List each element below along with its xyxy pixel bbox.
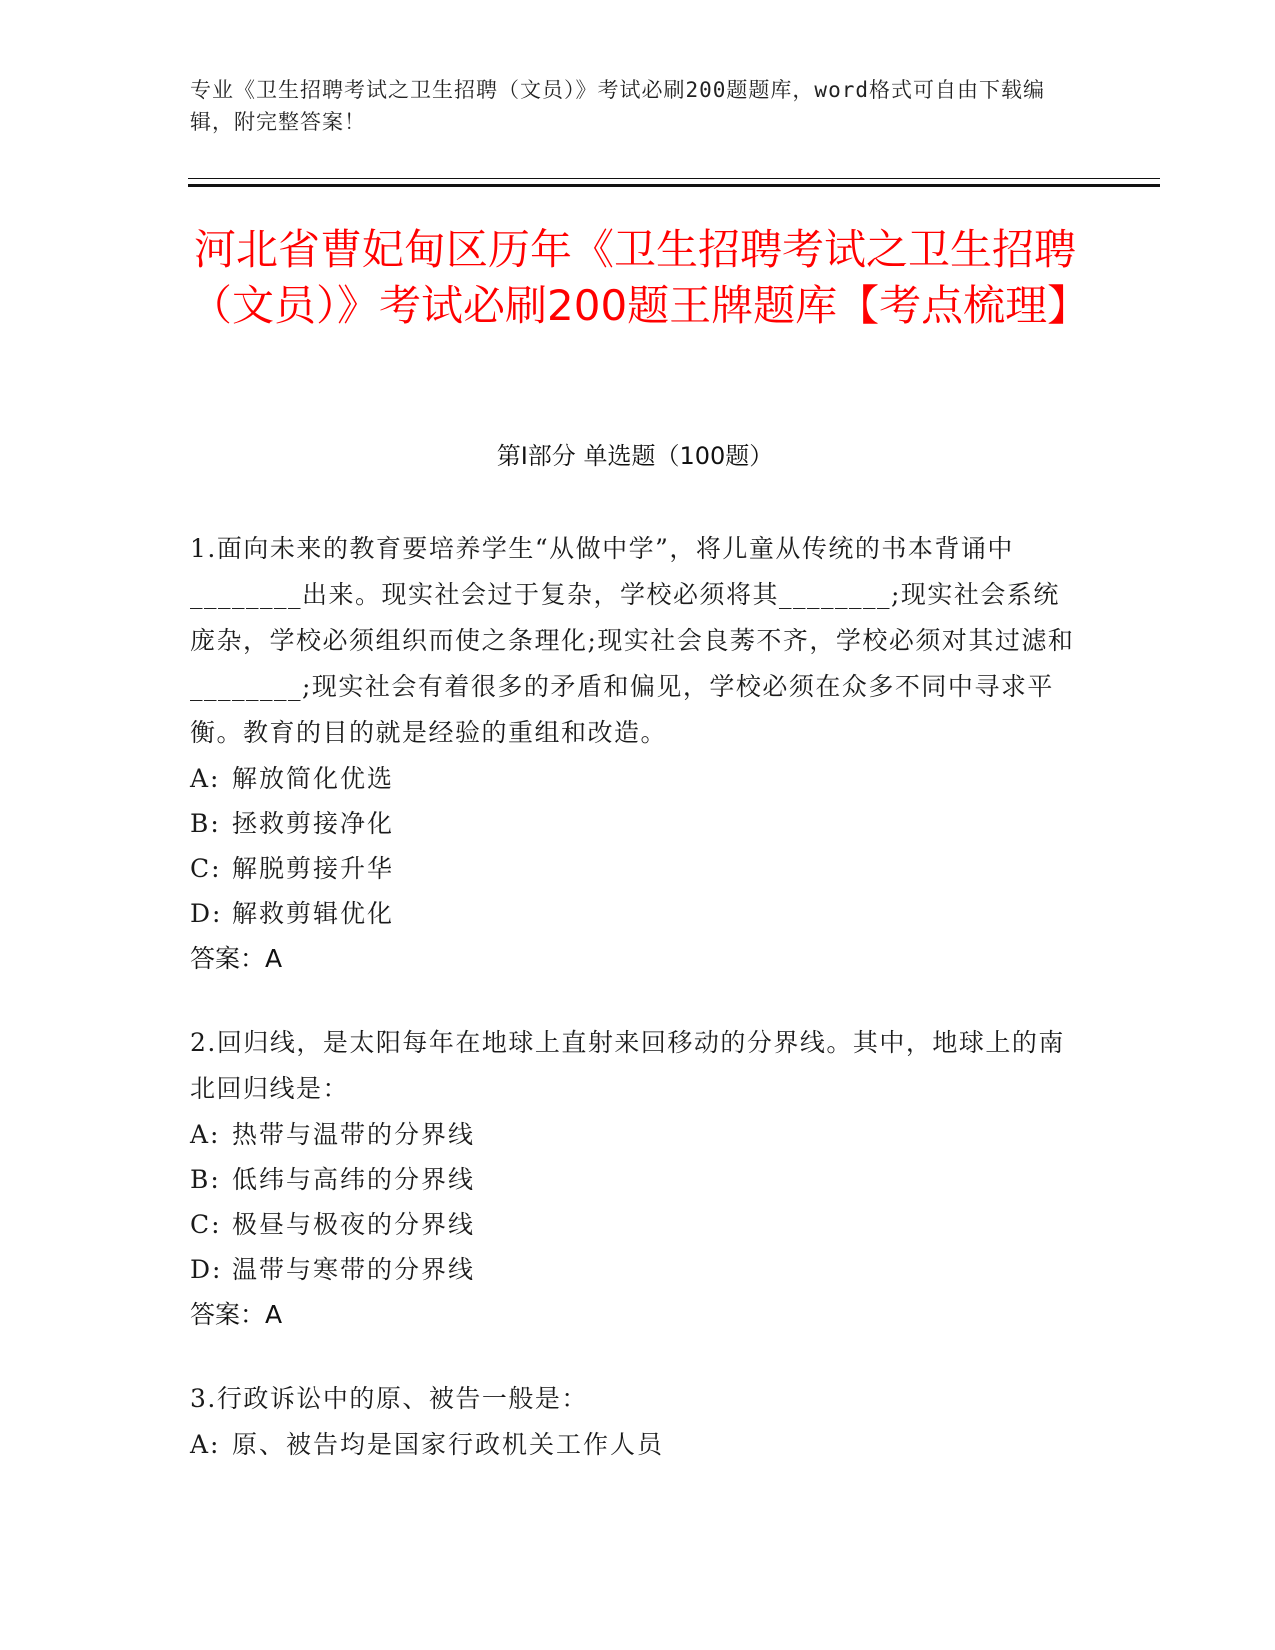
option-b [190,1157,1075,1202]
option-key: C: [190,854,222,883]
answer-line: 答案：A [190,944,283,973]
option-d [190,1247,1075,1292]
option-key: B: [190,1165,221,1194]
question-2 [190,1020,1075,1338]
option-key: A: [190,1120,221,1149]
option-text: 极昼与极夜的分界线 [232,1210,476,1239]
option-a [190,1422,1075,1467]
option-text: 解脱剪接升华 [232,854,395,883]
question-list [190,526,1075,1505]
option-c [190,846,1075,891]
option-text: 拯救剪接净化 [232,809,395,838]
option-key: B: [190,809,221,838]
option-text: 解救剪辑优化 [232,899,395,928]
question-3 [190,1376,1075,1467]
header-divider-thin [188,178,1160,179]
option-key: A: [190,764,221,793]
option-key: C: [190,1210,222,1239]
option-d [190,891,1075,936]
option-b [190,801,1075,846]
question-stem: 2.回归线，是太阳每年在地球上直射来回移动的分界线。其中，地球上的南北回归线是： [190,1028,1065,1103]
document-title: 河北省曹妃甸区历年《卫生招聘考试之卫生招聘（文员）》考试必刷200题王牌题库【考点梳理】 [190,225,1090,330]
option-key: D: [190,1255,223,1284]
option-text: 原、被告均是国家行政机关工作人员 [232,1430,665,1459]
option-text: 热带与温带的分界线 [232,1120,476,1149]
option-key: A: [190,1430,221,1459]
answer-line: 答案：A [190,1300,283,1329]
option-text: 低纬与高纬的分界线 [232,1165,476,1194]
question-stem: 3.行政诉讼中的原、被告一般是： [190,1384,588,1413]
option-a [190,756,1075,801]
option-text: 温带与寒带的分界线 [232,1255,476,1284]
header-note: 专业《卫生招聘考试之卫生招聘（文员）》考试必刷200题题库，word格式可自由下载编辑，附完整答案！ [190,78,1045,134]
question-1 [190,526,1075,982]
section-heading: 第Ⅰ部分 单选题（100题） [496,442,774,470]
header-divider-thick [188,184,1160,187]
option-a [190,1112,1075,1157]
option-text: 解放简化优选 [232,764,395,793]
question-stem: 1.面向未来的教育要培养学生“从做中学”，将儿童从传统的书本背诵中________出来。现实社会过于复杂，学校必须将其________;现实社会系统庞杂，学校必须组织而使之条理化;现实社会良莠不齐，学校必须对其过滤和________;现实社会有着很多的矛盾和偏见，学校必须在众多不同中寻求平衡。教育的目的就是经验的重组和改造。 [190,534,1075,747]
option-key: D: [190,899,223,928]
option-c [190,1202,1075,1247]
